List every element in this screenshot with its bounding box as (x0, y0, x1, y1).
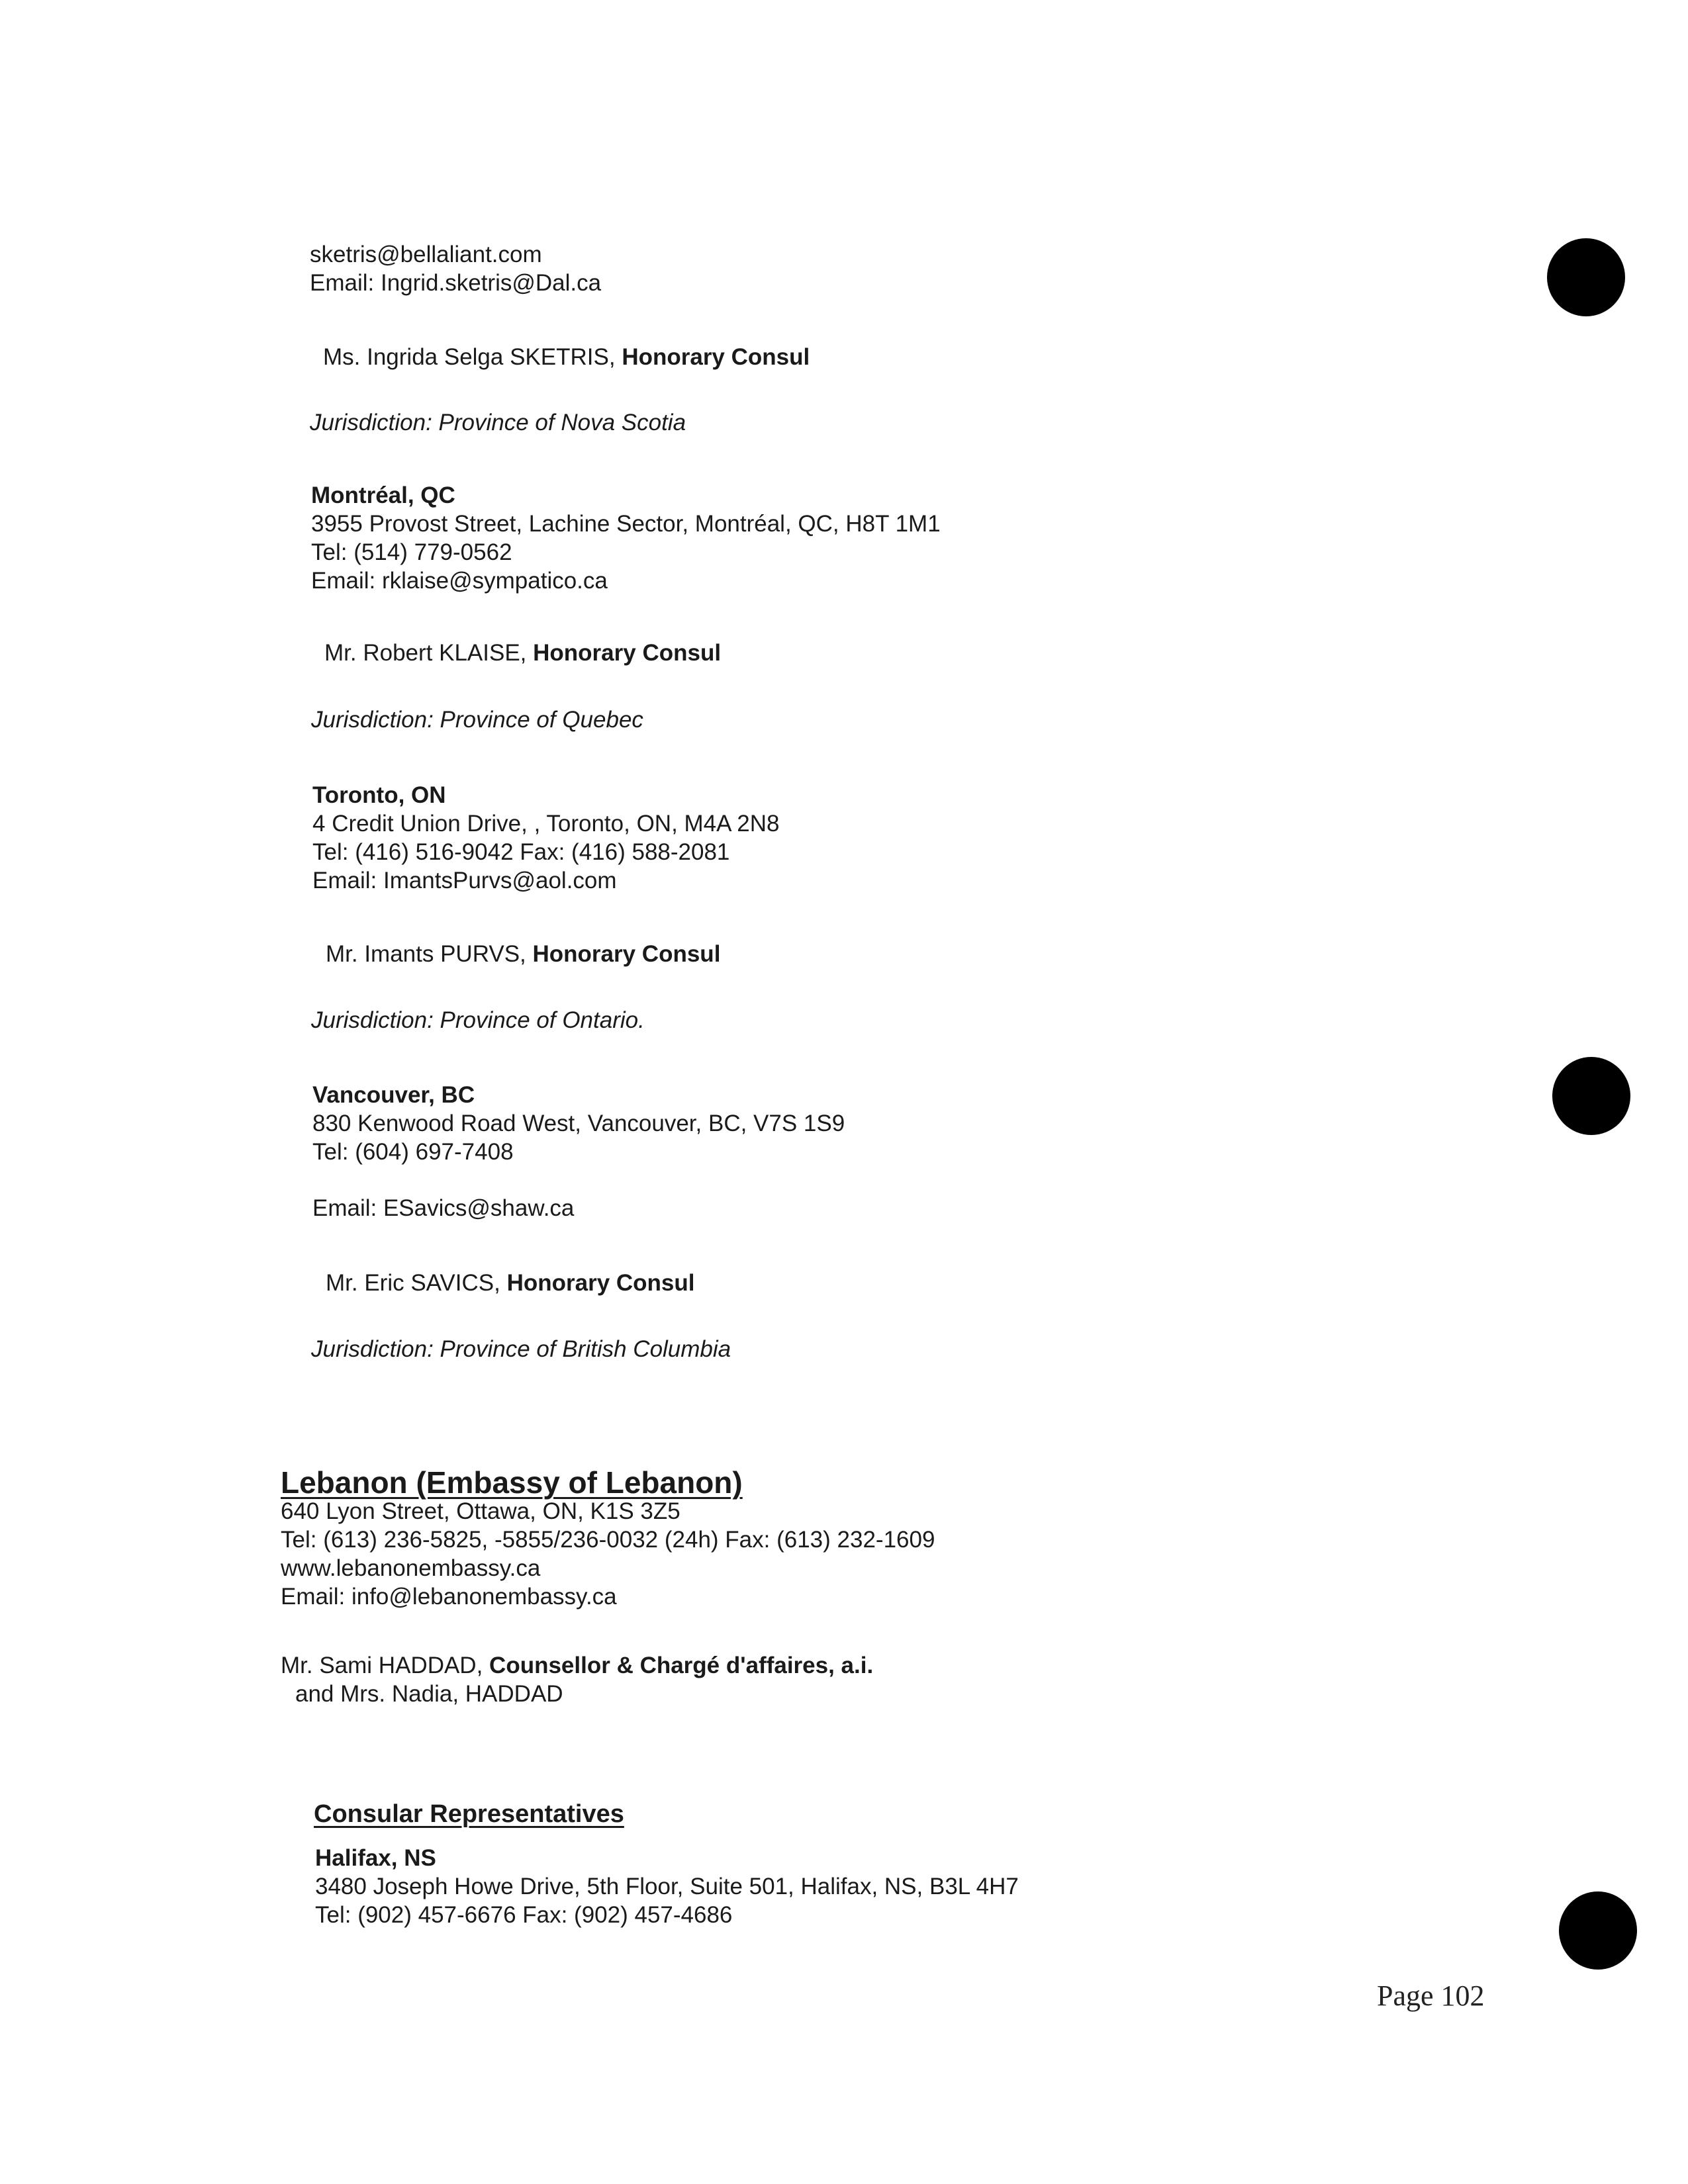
consular-heading: Consular Representatives (314, 1800, 624, 1828)
consul-name: Mr. Imants PURVS, (326, 941, 526, 967)
consul-title: Honorary Consul (533, 640, 722, 666)
address: 640 Lyon Street, Ottawa, ON, K1S 3Z5 (281, 1498, 680, 1524)
city-heading: Vancouver, BC (312, 1082, 475, 1108)
consul-name: Ms. Ingrida Selga SKETRIS, (323, 344, 616, 370)
spouse-line: and Mrs. Nadia, HADDAD (295, 1681, 563, 1707)
email-line: sketris@bellaliant.com (310, 242, 542, 267)
telephone: Tel: (416) 516-9042 Fax: (416) 588-2081 (312, 839, 730, 865)
city-heading: Montréal, QC (311, 482, 455, 508)
address: 830 Kenwood Road West, Vancouver, BC, V7S 1S9 (312, 1111, 845, 1136)
city-heading: Toronto, ON (312, 782, 446, 808)
head-of-mission (281, 1651, 873, 1680)
jurisdiction: Jurisdiction: Province of Ontario. (311, 1007, 645, 1033)
email: Email: ImantsPurvs@aol.com (312, 868, 617, 893)
jurisdiction: Jurisdiction: Province of Quebec (311, 707, 643, 733)
punch-hole-top (1547, 238, 1625, 316)
consul-title: Honorary Consul (506, 1270, 695, 1296)
consul-line (326, 1269, 695, 1297)
head-name: Mr. Sami HADDAD, (281, 1653, 483, 1678)
email: Email: rklaise@sympatico.ca (311, 568, 608, 594)
consul-line (324, 639, 721, 667)
address: 3480 Joseph Howe Drive, 5th Floor, Suite 501, Halifax, NS, B3L 4H7 (315, 1874, 1019, 1899)
telephone: Tel: (613) 236-5825, -5855/236-0032 (24h) Fax: (613) 232-1609 (281, 1527, 935, 1553)
email: Email: info@lebanonembassy.ca (281, 1584, 617, 1610)
email-line: Email: Ingrid.sketris@Dal.ca (310, 270, 602, 296)
address: 3955 Provost Street, Lachine Sector, Montréal, QC, H8T 1M1 (311, 511, 941, 537)
telephone: Tel: (514) 779-0562 (311, 539, 512, 565)
email: Email: ESavics@shaw.ca (312, 1195, 575, 1221)
jurisdiction: Jurisdiction: Province of British Columbia (311, 1336, 731, 1362)
consul-line (326, 940, 720, 968)
consul-name: Mr. Robert KLAISE, (324, 640, 527, 666)
telephone: Tel: (604) 697-7408 (312, 1139, 514, 1165)
city-heading: Halifax, NS (315, 1845, 436, 1871)
address: 4 Credit Union Drive, , Toronto, ON, M4A 2N8 (312, 811, 780, 837)
telephone: Tel: (902) 457-6676 Fax: (902) 457-4686 (315, 1902, 733, 1928)
punch-hole-bottom (1559, 1891, 1637, 1970)
head-title: Counsellor & Chargé d'affaires, a.i. (489, 1653, 874, 1678)
consul-name: Mr. Eric SAVICS, (326, 1270, 500, 1296)
punch-hole-middle (1552, 1057, 1630, 1135)
consul-line (323, 343, 810, 371)
website: www.lebanonembassy.ca (281, 1555, 541, 1581)
consul-title: Honorary Consul (622, 344, 810, 370)
jurisdiction: Jurisdiction: Province of Nova Scotia (310, 410, 686, 435)
consul-title: Honorary Consul (532, 941, 721, 967)
embassy-heading: Lebanon (Embassy of Lebanon) (281, 1465, 743, 1500)
page-number: Page 102 (1377, 1979, 1485, 2012)
